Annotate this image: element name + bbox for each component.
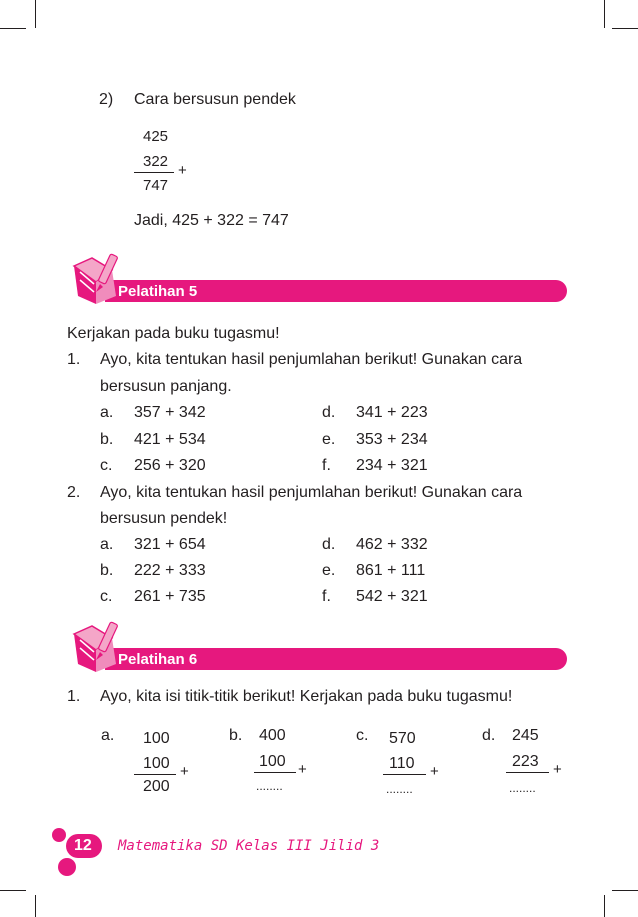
crop-mark [35, 895, 36, 917]
plus-sign: + [298, 761, 307, 778]
crop-mark [0, 28, 26, 29]
question-number: 2. [67, 484, 81, 501]
crop-mark [35, 0, 36, 28]
problem-result: ........ [386, 782, 413, 796]
item-expression: 462 + 332 [356, 536, 428, 553]
sum-line [506, 772, 549, 773]
item-letter: c. [100, 457, 113, 474]
problem-middle: 100 [143, 755, 170, 772]
question-text: bersusun pendek! [100, 510, 228, 527]
item-expression: 321 + 654 [134, 536, 206, 553]
decor-dot-small [58, 858, 76, 876]
problem-top: 570 [389, 730, 416, 747]
problem-letter: a. [101, 727, 115, 744]
item-expression: 256 + 320 [134, 457, 206, 474]
item-expression: 861 + 111 [356, 562, 426, 579]
instruction: Kerjakan pada buku tugasmu! [67, 325, 280, 342]
decor-dot-small [52, 828, 66, 842]
item-letter: f. [322, 457, 331, 474]
crop-mark [0, 890, 26, 891]
sum-line [134, 774, 176, 775]
item-letter: b. [100, 562, 114, 579]
item-expression: 357 + 342 [134, 404, 206, 421]
problem-middle: 100 [259, 753, 286, 770]
problem-top: 100 [143, 730, 170, 747]
problem-result: 200 [143, 778, 170, 795]
problem-result: ........ [509, 781, 536, 795]
plus-sign: + [178, 162, 187, 179]
question-number: 1. [67, 688, 81, 705]
plus-sign: + [553, 761, 562, 778]
banner-title: Pelatihan 5 [118, 283, 198, 300]
question-number: 1. [67, 351, 81, 368]
item-letter: a. [100, 404, 114, 421]
item-letter: d. [322, 404, 336, 421]
item-expression: 261 + 735 [134, 588, 206, 605]
question-text: Ayo, kita isi titik-titik berikut! Kerjakan pada buku tugasmu! [100, 688, 513, 705]
addend-2: 322 [143, 153, 169, 170]
crop-mark [604, 0, 605, 28]
heading-number: 2) [99, 91, 114, 108]
item-expression: 222 + 333 [134, 562, 206, 579]
item-letter: b. [100, 431, 114, 448]
item-letter: d. [322, 536, 336, 553]
conclusion: Jadi, 425 + 322 = 747 [134, 212, 289, 229]
sum-line [383, 774, 426, 775]
question-text: Ayo, kita tentukan hasil penjumlahan berikut! Gunakan cara [100, 351, 523, 368]
problem-middle: 223 [512, 753, 539, 770]
item-expression: 542 + 321 [356, 588, 428, 605]
item-expression: 341 + 223 [356, 404, 428, 421]
item-expression: 234 + 321 [356, 457, 428, 474]
problem-top: 245 [512, 727, 539, 744]
item-letter: c. [100, 588, 113, 605]
problem-letter: d. [482, 727, 496, 744]
problem-letter: c. [356, 727, 369, 744]
plus-sign: + [430, 763, 439, 780]
problem-result: ........ [256, 779, 283, 793]
problem-letter: b. [229, 727, 243, 744]
item-expression: 353 + 234 [356, 431, 428, 448]
sum-line [134, 172, 174, 173]
book-title: Matematika SD Kelas III Jilid 3 [118, 838, 380, 854]
question-text: bersusun panjang. [100, 378, 232, 395]
crop-mark [604, 895, 605, 917]
item-letter: e. [322, 431, 336, 448]
item-letter: e. [322, 562, 336, 579]
page-number: 12 [74, 837, 92, 854]
plus-sign: + [180, 763, 189, 780]
crop-mark [612, 28, 638, 29]
sum-value: 747 [143, 177, 169, 194]
addend-1: 425 [143, 128, 169, 145]
sum-line [254, 772, 296, 773]
heading-text: Cara bersusun pendek [134, 91, 296, 108]
item-letter: f. [322, 588, 331, 605]
banner-title: Pelatihan 6 [118, 651, 198, 668]
crop-mark [612, 890, 638, 891]
problem-middle: 110 [389, 755, 415, 772]
item-expression: 421 + 534 [134, 431, 206, 448]
item-letter: a. [100, 536, 114, 553]
problem-top: 400 [259, 727, 286, 744]
question-text: Ayo, kita tentukan hasil penjumlahan berikut! Gunakan cara [100, 484, 523, 501]
